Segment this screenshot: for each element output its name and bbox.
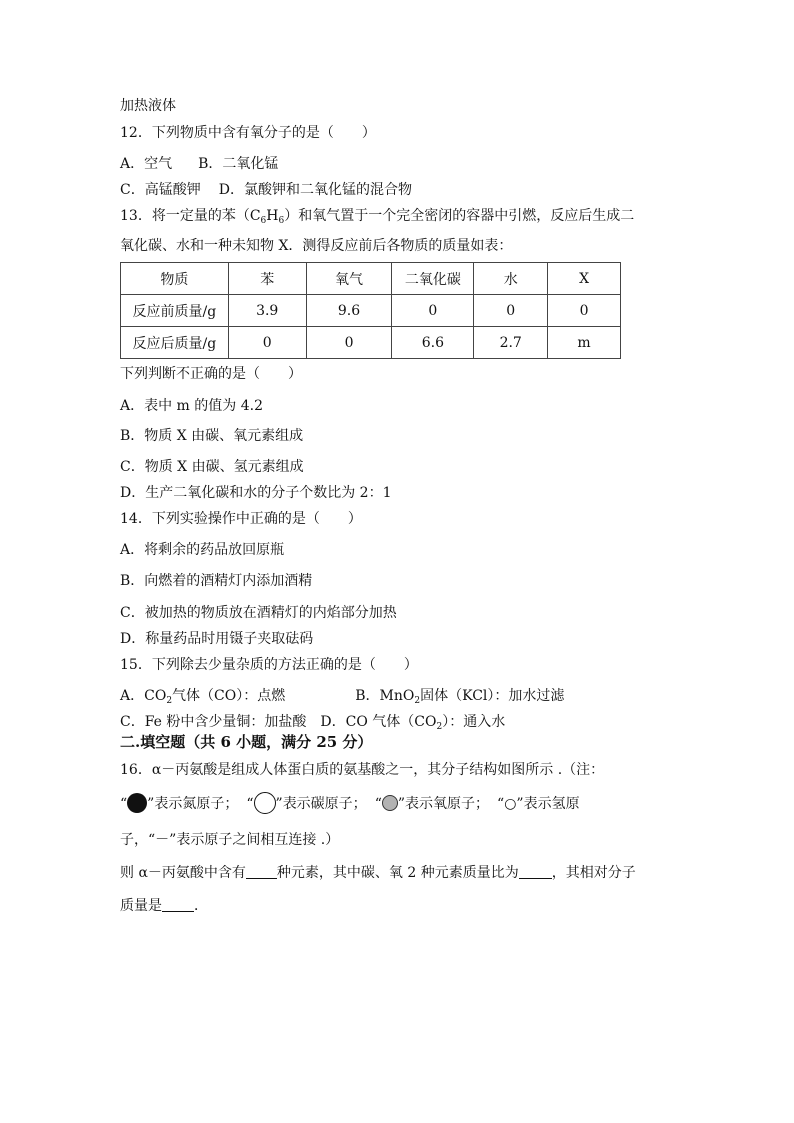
q12-option-b: B．二氧化锰 [198, 156, 279, 172]
question-16-line5: 质量是 ． [120, 898, 208, 914]
q14-option-d: D．称量药品时用镊子夹取砝码 [120, 631, 314, 647]
oxygen-atom-icon [382, 795, 398, 811]
question-16-line1: 16．α－丙氨酸是组成人体蛋白质的氨基酸之一，其分子结构如图所示 .（注： [120, 762, 605, 778]
table-header-cell: 苯 [228, 263, 306, 295]
q15-option-c: C．Fe 粉中含少量铜：加盐酸 [120, 714, 307, 730]
question-16-line4: 则 α－丙氨酸中含有 种元素，其中碳、氧 2 种元素质量比为 ，其相对分子 [120, 865, 636, 881]
question-14-stem: 14．下列实验操作中正确的是（ ） [120, 511, 362, 527]
q13-option-b: B．物质 X 由碳、氧元素组成 [120, 428, 304, 444]
question-12-options-ab [120, 155, 278, 173]
question-16-line3: 子，“－”表示原子之间相互连接 .） [120, 832, 340, 848]
q15-option-d: D．CO 气体$(CO_2)$：通入水 [320, 714, 506, 732]
mass-table [120, 262, 621, 359]
table-cell: 0 [228, 327, 306, 359]
question-12-stem: 12．下列物质中含有氧分子的是（ ） [120, 125, 376, 141]
q12-option-c: C．高锰酸钾 [120, 182, 201, 198]
q13-option-c: C．物质 X 由碳、氢元素组成 [120, 459, 304, 475]
question-15-stem: 15．下列除去少量杂质的方法正确的是（ ） [120, 657, 418, 673]
table-row [121, 327, 621, 359]
answer-blank[interactable] [519, 864, 552, 879]
question-16-legend: “ ”表示氮原子； “ ”表示碳原子； “ ”表示氧原子； “○”表示氢原 [120, 792, 580, 816]
table-cell: 0 [548, 295, 621, 327]
question-15-options-ab [120, 687, 564, 705]
question-13-stem-line2: 氧化碳、水和一种未知物 X．测得反应前后各物质的质量如表： [120, 238, 513, 254]
question-15-options-cd [120, 713, 505, 731]
nitrogen-atom-icon [127, 793, 147, 813]
table-cell: 0 [306, 327, 392, 359]
hydrogen-atom-icon: ○ [504, 796, 517, 812]
question-13-prompt: 下列判断不正确的是（ ） [120, 366, 302, 382]
table-cell: 反应前质量/g [121, 295, 229, 327]
q12-option-d: D．氯酸钾和二氧化锰的混合物 [218, 182, 412, 198]
table-header-cell: 水 [474, 263, 548, 295]
table-cell: 0 [474, 295, 548, 327]
table-cell: 反应后质量/g [121, 327, 229, 359]
q14-option-a: A．将剩余的药品放回原瓶 [120, 542, 285, 558]
table-cell: 6.6 [392, 327, 474, 359]
table-cell: 0 [392, 295, 474, 327]
continued-option-text: 加热液体 [120, 98, 176, 114]
answer-blank[interactable] [162, 897, 194, 912]
table-cell: 9.6 [306, 295, 392, 327]
benzene-formula: $C_6H_6$ [249, 208, 285, 226]
table-row [121, 295, 621, 327]
q15-option-b: B．MnO$_2$固体（KCl）：加水过滤 [355, 688, 565, 706]
table-header-cell: X [548, 263, 621, 295]
table-header-row [121, 263, 621, 295]
section-2-heading: 二.填空题（共 6 小题，满分 25 分） [120, 733, 373, 751]
q13-option-a: A．表中 m 的值为 4.2 [120, 398, 264, 414]
q14-option-c: C．被加热的物质放在酒精灯的内焰部分加热 [120, 605, 397, 621]
table-cell: m [548, 327, 621, 359]
table-header-cell: 物质 [121, 263, 229, 295]
q13-option-d: D．生产二氧化碳和水的分子个数比为 2：1 [120, 485, 392, 501]
question-13-stem-line1: 13．将一定量的苯$(C_6H_6)$和氧气置于一个完全密闭的容器中引燃，反应后生成二 [120, 208, 635, 226]
table-cell: 2.7 [474, 327, 548, 359]
answer-blank[interactable] [246, 864, 277, 879]
table-header-cell: 氧气 [306, 263, 392, 295]
table-cell: 3.9 [228, 295, 306, 327]
question-12-options-cd [120, 181, 412, 199]
table-header-cell: 二氧化碳 [392, 263, 474, 295]
q14-option-b: B．向燃着的酒精灯内添加酒精 [120, 573, 313, 589]
carbon-atom-icon [254, 792, 276, 814]
q12-option-a: A．空气 [120, 156, 173, 172]
q15-option-a: A．$CO_2$气体（CO）：点燃 [120, 688, 286, 706]
